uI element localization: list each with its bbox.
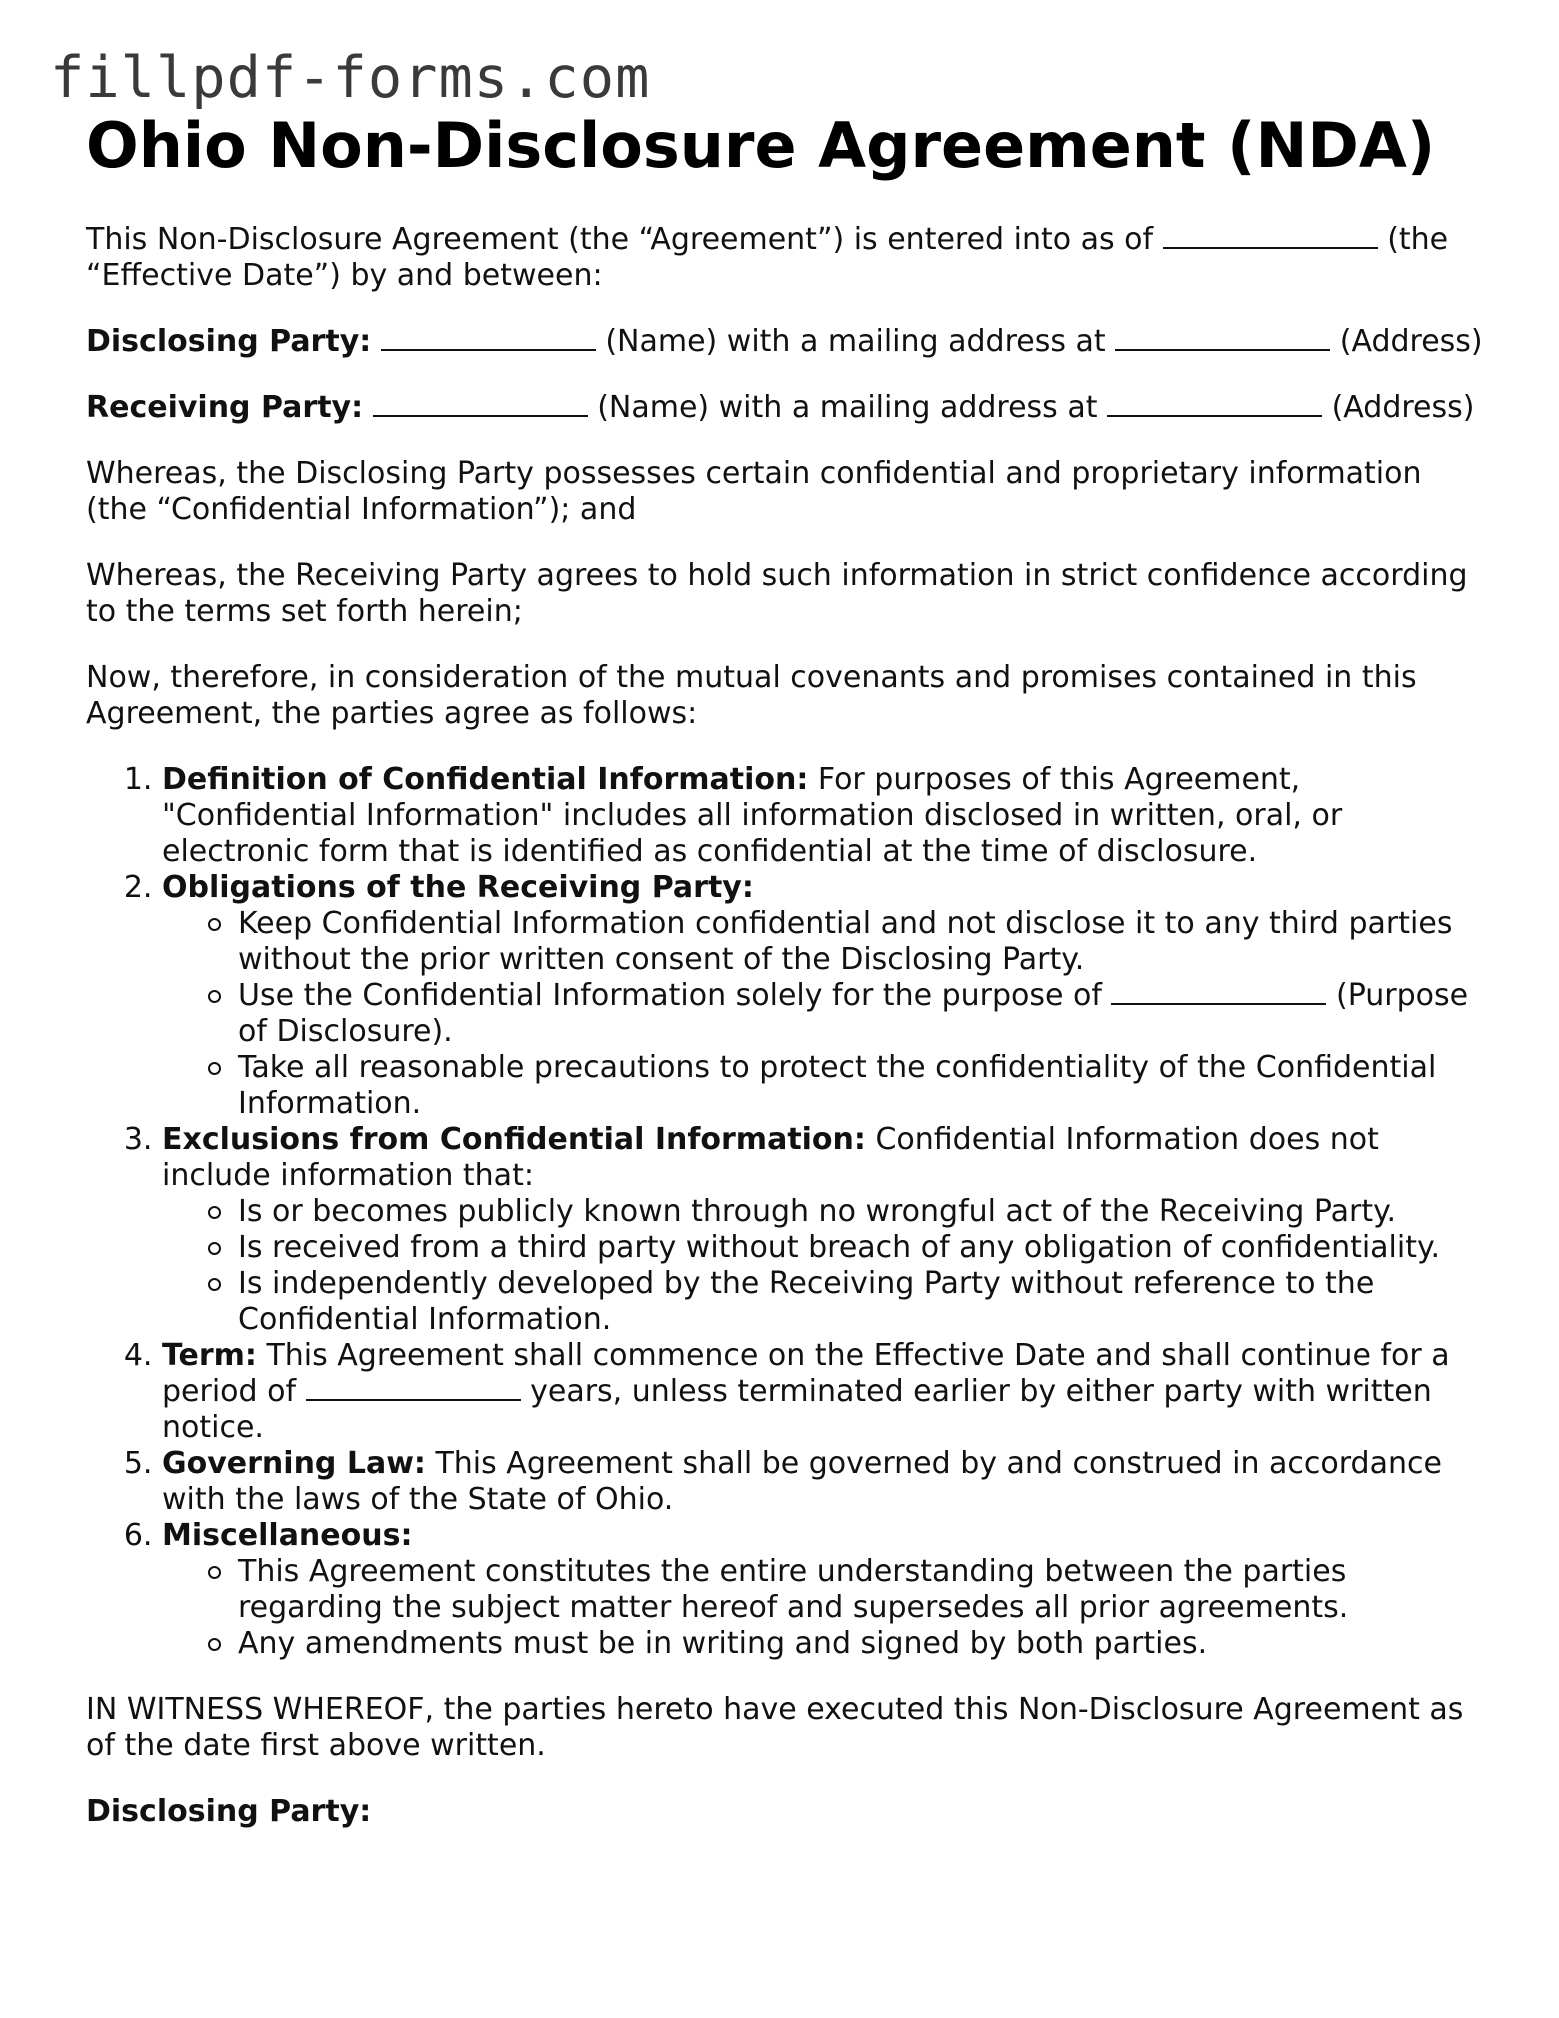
signature-block [86, 1794, 1486, 1830]
disclosing-name-text: (Name) with a mailing address at [605, 324, 1106, 359]
section-heading: Term: [162, 1338, 257, 1373]
list-item [238, 978, 1486, 1050]
effective-date-field[interactable] [1163, 223, 1378, 249]
witness-paragraph: IN WITNESS WHEREOF, the parties hereto have executed this Non-Disclosure Agreement as of the date first above written. [86, 1692, 1464, 1763]
whereas-paragraph-1: Whereas, the Disclosing Party possesses certain confidential and proprietary information (the “Confidential Information”); and [86, 456, 1422, 527]
section-text: This Agreement shall be governed by and construed in accordance with the laws of the State of Ohio. [162, 1446, 1442, 1517]
miscellaneous-list [162, 1554, 1486, 1662]
now-therefore-paragraph: Now, therefore, in consideration of the mutual covenants and promises contained in this Agreement, the parties agree as follows: [86, 660, 1417, 731]
list-item: Any amendments must be in writing and signed by both parties. [238, 1626, 1486, 1662]
section-heading: Obligations of the Receiving Party: [162, 870, 754, 905]
disclosing-party-label: Disclosing Party: [86, 324, 372, 359]
section-definition [162, 762, 1486, 870]
list-item: Keep Confidential Information confidential and not disclose it to any third parties without the prior written consent of the Disclosing Party. [238, 906, 1486, 978]
purpose-field[interactable] [1111, 979, 1326, 1005]
section-heading: Miscellaneous: [162, 1518, 413, 1553]
list-item: Is or becomes publicly known through no wrongful act of the Receiving Party. [238, 1194, 1486, 1230]
page-title: Ohio Non-Disclosure Agreement (NDA) [86, 109, 1436, 182]
receiving-address-text: (Address) [1331, 390, 1475, 425]
section-heading: Governing Law: [162, 1446, 426, 1481]
signature-label: Disclosing Party: [86, 1794, 372, 1829]
disclosing-address-text: (Address) [1339, 324, 1483, 359]
receiving-address-field[interactable] [1107, 391, 1322, 417]
list-item: This Agreement constitutes the entire understanding between the parties regarding the subject matter hereof and supersedes all prior agreements. [238, 1554, 1486, 1626]
list-item: Is independently developed by the Receiving Party without reference to the Confidential Information. [238, 1266, 1486, 1338]
terms-list [86, 762, 1486, 1662]
site-watermark: fillpdf-forms.com [50, 45, 651, 111]
disclosing-party-paragraph [86, 324, 1486, 360]
section-obligations [162, 870, 1486, 1122]
agreement-body [86, 222, 1486, 1860]
obligations-list [162, 906, 1486, 1122]
list-item: Is received from a third party without breach of any obligation of confidentiality. [238, 1230, 1486, 1266]
exclusions-list [162, 1194, 1486, 1338]
receiving-name-field[interactable] [373, 391, 588, 417]
receiving-party-paragraph [86, 390, 1486, 426]
purpose-text-post: (Purpose of Disclosure). [238, 978, 1469, 1049]
intro-paragraph [86, 222, 1486, 294]
section-exclusions [162, 1122, 1486, 1338]
section-miscellaneous [162, 1518, 1486, 1662]
whereas-paragraph-2: Whereas, the Receiving Party agrees to hold such information in strict confidence according to the terms set forth herein; [86, 558, 1468, 629]
section-term [162, 1338, 1486, 1446]
term-text-pre: This Agreement shall commence on the Effective Date and shall continue for a period of [162, 1338, 1450, 1409]
intro-text-pre: This Non-Disclosure Agreement (the “Agreement”) is entered into as of [86, 222, 1154, 257]
section-heading: Exclusions from Confidential Information: [162, 1122, 866, 1157]
list-item: Take all reasonable precautions to protect the confidentiality of the Confidential Information. [238, 1050, 1486, 1122]
term-years-field[interactable] [306, 1375, 521, 1401]
section-governing-law [162, 1446, 1486, 1518]
receiving-party-label: Receiving Party: [86, 390, 364, 425]
section-heading: Definition of Confidential Information: [162, 762, 809, 797]
disclosing-address-field[interactable] [1115, 325, 1330, 351]
term-text-post: years, unless terminated earlier by either party with written notice. [162, 1374, 1432, 1445]
section-text: For purposes of this Agreement, "Confidential Information" includes all information disclosed in written, oral, or electronic form that is identified as confidential at the time of disclosure. [162, 762, 1343, 869]
purpose-text-pre: Use the Confidential Information solely for the purpose of [238, 978, 1102, 1013]
section-text: Confidential Information does not include information that: [162, 1122, 1379, 1193]
intro-text-post: (the “Effective Date”) by and between: [86, 222, 1449, 293]
receiving-name-text: (Name) with a mailing address at [597, 390, 1098, 425]
disclosing-name-field[interactable] [381, 325, 596, 351]
